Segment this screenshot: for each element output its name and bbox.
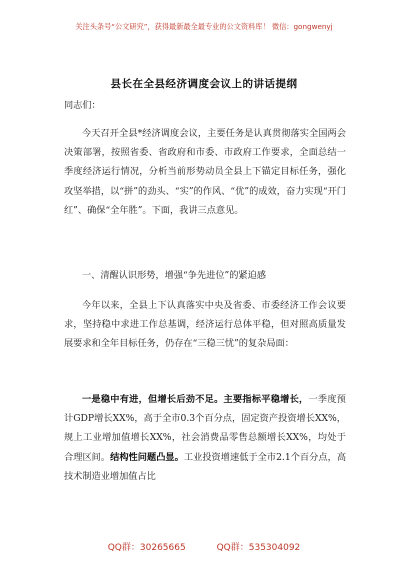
section-heading-1: 一、清醒认识形势，增强“争先进位”的紧迫感: [82, 270, 266, 281]
header-banner: 关注头条号“公文研究”，获得最新最全最专业的公文资料库！ 微信：gongwenyj: [75, 22, 333, 31]
footer-contacts: [0, 540, 408, 553]
qq-group-2: QQ群：535304092: [216, 543, 301, 553]
salutation: 同志们：: [64, 100, 101, 111]
point-one-text-cont: 工业投资增速低于全市2.1个百分点，高技术制造业增加值占比: [64, 451, 347, 482]
point-one-text: 一季度预计GDP增长XX%，高于全市0.3个百分点，固定资产投资增长XX%，规上工业增加值增长XX%，社会消费品零售总额增长XX%，均处于合理区间。: [64, 394, 346, 463]
qq-group-1: QQ群：30265665: [107, 543, 186, 553]
paragraph-point-one: [64, 390, 346, 486]
paragraph-intro: 今天召开全县*经济调度会议，主要任务是认真贯彻落实全国两会决策部署，按照省委、省政府和市委、市政府工作要求，全面总结一季度经济运行情况，分析当前形势动员全县上下锚定目标任务，强化攻坚举措，以“拼”的劲头、“实”的作风、“优”的成效，奋力实现“开门红”、确保“全年胜”。下面，我讲三点意见。: [64, 128, 346, 216]
point-one-subheading: 结构性问题凸显。: [110, 451, 184, 463]
paragraph-situation: 今年以来，全县上下认真落实中央及省委、市委经济工作会议要求，坚持稳中求进工作总基调，经济运行总体平稳，但对照高质量发展要求和全年目标任务，仍存在“三稳三忧”的复杂局面：: [64, 300, 346, 350]
document-title: 县长在全县经济调度会议上的讲话提纲: [110, 78, 298, 90]
point-one-heading: 一是稳中有进，但增长后劲不足。主要指标平稳增长，: [82, 394, 309, 405]
